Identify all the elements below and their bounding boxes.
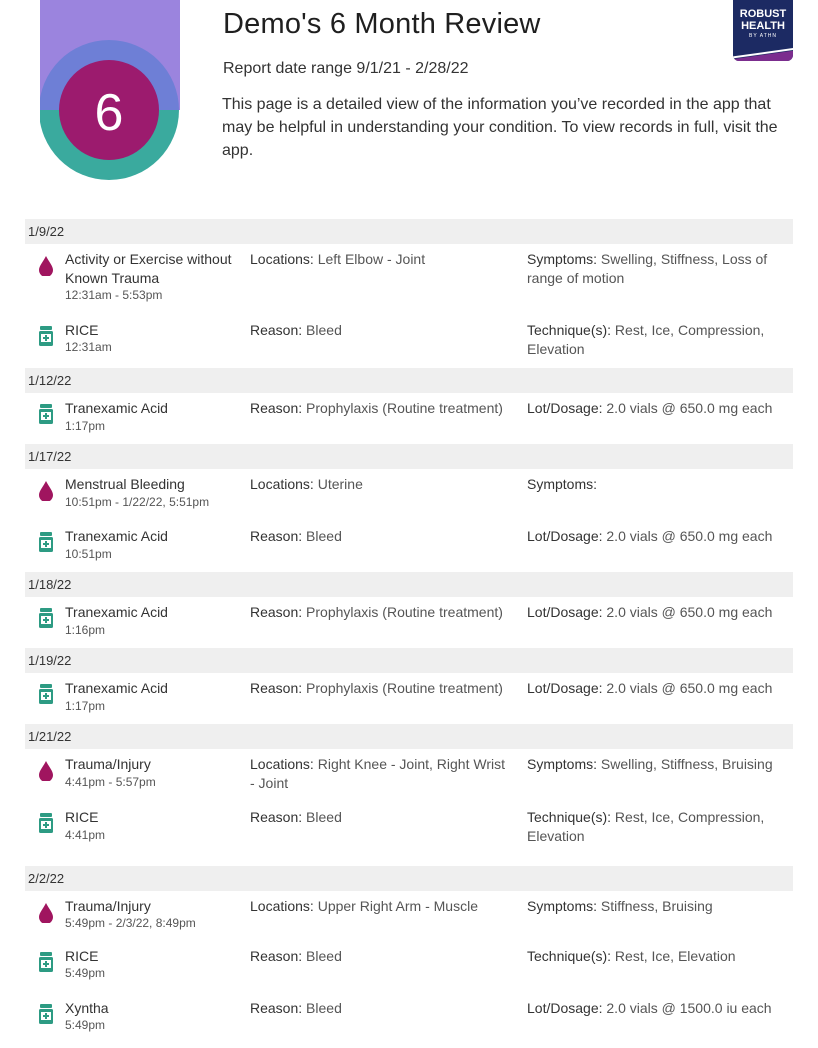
blood-drop-icon xyxy=(37,759,55,781)
record-name: Menstrual Bleeding xyxy=(65,476,185,492)
record-name: Xyntha xyxy=(65,1000,109,1016)
detail-value: 2.0 vials @ 650.0 mg each xyxy=(602,604,773,620)
record-name: Trauma/Injury xyxy=(65,756,151,772)
detail-label: Locations: xyxy=(250,476,314,492)
record-row xyxy=(25,993,793,1048)
record-time: 1:16pm xyxy=(65,623,106,637)
detail-value: Bleed xyxy=(302,322,342,338)
detail-value: Bleed xyxy=(302,528,342,544)
detail-value: Rest, Ice, Compression, Elevation xyxy=(527,809,765,844)
detail-value: Upper Right Arm - Muscle xyxy=(313,898,478,914)
detail-label: Lot/Dosage: xyxy=(527,400,603,416)
record-name: Trauma/Injury xyxy=(65,898,151,914)
report-intro: This page is a detailed view of the information you’ve recorded in the app that may be helpful in understanding your condition. To view records in full, visit the app. xyxy=(222,96,778,159)
detail-value: Uterine xyxy=(313,476,363,492)
detail-value: Bleed xyxy=(302,1000,342,1016)
logo-line-1: ROBUST xyxy=(739,8,787,20)
badge-number: 6 xyxy=(94,84,124,142)
blood-drop-icon xyxy=(37,479,55,501)
detail-label: Technique(s): xyxy=(527,948,612,964)
robust-health-logo xyxy=(733,0,793,61)
detail-label: Lot/Dosage: xyxy=(527,604,603,620)
detail-value: Rest, Ice, Elevation xyxy=(611,948,736,964)
record-detail-secondary xyxy=(527,603,793,622)
record-detail-primary xyxy=(250,603,505,622)
record-time: 1:17pm xyxy=(65,699,106,713)
detail-label: Symptoms: xyxy=(527,756,598,772)
medicine-bottle-icon xyxy=(37,607,55,629)
medicine-bottle-icon xyxy=(37,531,55,553)
logo-line-3: BY ATHN xyxy=(749,33,777,39)
blood-drop-icon xyxy=(37,901,55,923)
record-time: 10:51pm xyxy=(65,547,112,561)
detail-label: Symptoms: xyxy=(527,251,598,267)
date-header: 1/21/22 xyxy=(25,724,793,749)
detail-label: Locations: xyxy=(250,251,314,267)
report-title: Demo's 6 Month Review xyxy=(223,8,541,40)
detail-value: 2.0 vials @ 650.0 mg each xyxy=(602,680,773,696)
detail-value: 2.0 vials @ 1500.0 iu each xyxy=(602,1000,772,1016)
record-time: 5:49pm xyxy=(65,1018,106,1032)
date-header: 1/18/22 xyxy=(25,572,793,597)
detail-value: Right Knee - Joint, Right Wrist - Joint xyxy=(250,756,505,791)
record-row xyxy=(25,891,793,941)
detail-label: Lot/Dosage: xyxy=(527,528,603,544)
record-name: RICE xyxy=(65,809,99,825)
medicine-bottle-icon xyxy=(37,403,55,425)
record-name: Tranexamic Acid xyxy=(65,680,168,696)
record-time: 1:17pm xyxy=(65,419,106,433)
medicine-bottle-icon xyxy=(37,1003,55,1025)
medicine-bottle-icon xyxy=(37,683,55,705)
blood-drop-icon xyxy=(37,254,55,276)
detail-value: Prophylaxis (Routine treatment) xyxy=(302,400,503,416)
record-name: RICE xyxy=(65,322,99,338)
record-detail-secondary xyxy=(527,947,793,966)
detail-value: Rest, Ice, Compression, Elevation xyxy=(527,322,765,357)
record-detail-primary xyxy=(250,321,505,340)
record-row xyxy=(25,244,793,315)
detail-value: Left Elbow - Joint xyxy=(313,251,426,267)
record-detail-primary xyxy=(250,755,505,793)
detail-label: Reason: xyxy=(250,680,303,696)
detail-value: 2.0 vials @ 650.0 mg each xyxy=(602,528,773,544)
record-detail-secondary xyxy=(527,999,793,1018)
record-name: Activity or Exercise without Known Trauma xyxy=(65,251,232,286)
record-detail-secondary xyxy=(527,399,793,418)
detail-label: Symptoms: xyxy=(527,476,598,492)
record-row xyxy=(25,521,793,572)
date-header: 1/9/22 xyxy=(25,219,793,244)
record-detail-secondary xyxy=(527,897,793,916)
detail-label: Locations: xyxy=(250,898,314,914)
date-header: 1/19/22 xyxy=(25,648,793,673)
record-detail-primary xyxy=(250,399,505,418)
record-detail-primary xyxy=(250,250,505,269)
month-badge xyxy=(40,0,180,182)
detail-label: Technique(s): xyxy=(527,322,612,338)
detail-label: Reason: xyxy=(250,528,303,544)
record-detail-primary xyxy=(250,999,505,1018)
record-row xyxy=(25,393,793,444)
record-detail-primary xyxy=(250,679,505,698)
record-time: 5:49pm xyxy=(65,966,106,980)
detail-label: Reason: xyxy=(250,1000,303,1016)
detail-value: Swelling, Stiffness, Loss of range of motion xyxy=(527,251,768,286)
detail-value: Bleed xyxy=(302,948,342,964)
record-detail-secondary xyxy=(527,321,793,359)
detail-label: Symptoms: xyxy=(527,898,598,914)
detail-value: Stiffness, Bruising xyxy=(597,898,713,914)
detail-label: Reason: xyxy=(250,948,303,964)
record-detail-secondary xyxy=(527,527,793,546)
record-time: 12:31am - 5:53pm xyxy=(65,288,163,302)
detail-label: Reason: xyxy=(250,604,303,620)
record-detail-primary xyxy=(250,947,505,966)
date-header: 1/12/22 xyxy=(25,368,793,393)
report-date-range: Report date range 9/1/21 - 2/28/22 xyxy=(223,60,469,77)
record-detail-primary xyxy=(250,808,505,827)
detail-label: Reason: xyxy=(250,809,303,825)
record-detail-primary xyxy=(250,897,505,916)
record-row xyxy=(25,315,793,368)
record-time: 4:41pm xyxy=(65,828,106,842)
record-name: Tranexamic Acid xyxy=(65,528,168,544)
logo-line-2: HEALTH xyxy=(741,20,785,32)
record-row xyxy=(25,673,793,724)
record-detail-secondary xyxy=(527,808,793,846)
medicine-bottle-icon xyxy=(37,951,55,973)
detail-label: Locations: xyxy=(250,756,314,772)
record-row xyxy=(25,941,793,993)
record-name: Tranexamic Acid xyxy=(65,604,168,620)
detail-label: Lot/Dosage: xyxy=(527,680,603,696)
detail-label: Reason: xyxy=(250,322,303,338)
detail-value: Prophylaxis (Routine treatment) xyxy=(302,680,503,696)
detail-value: Prophylaxis (Routine treatment) xyxy=(302,604,503,620)
record-detail-secondary xyxy=(527,250,793,288)
detail-label: Technique(s): xyxy=(527,809,612,825)
record-row xyxy=(25,802,793,866)
record-name: RICE xyxy=(65,948,99,964)
record-detail-secondary xyxy=(527,755,793,774)
detail-value: 2.0 vials @ 650.0 mg each xyxy=(602,400,773,416)
record-detail-secondary xyxy=(527,475,793,494)
medicine-bottle-icon xyxy=(37,325,55,347)
record-detail-primary xyxy=(250,527,505,546)
record-detail-primary xyxy=(250,475,505,494)
medicine-bottle-icon xyxy=(37,812,55,834)
detail-value: Bleed xyxy=(302,809,342,825)
record-time: 5:49pm - 2/3/22, 8:49pm xyxy=(65,916,196,930)
record-row xyxy=(25,597,793,648)
record-time: 12:31am xyxy=(65,340,112,354)
record-time: 4:41pm - 5:57pm xyxy=(65,775,156,789)
records-list xyxy=(25,219,793,1048)
date-header: 1/17/22 xyxy=(25,444,793,469)
record-row xyxy=(25,469,793,521)
record-name: Tranexamic Acid xyxy=(65,400,168,416)
detail-value: Swelling, Stiffness, Bruising xyxy=(597,756,773,772)
date-header: 2/2/22 xyxy=(25,866,793,891)
record-row xyxy=(25,749,793,802)
record-time: 10:51pm - 1/22/22, 5:51pm xyxy=(65,495,210,509)
record-detail-secondary xyxy=(527,679,793,698)
detail-label: Reason: xyxy=(250,400,303,416)
detail-label: Lot/Dosage: xyxy=(527,1000,603,1016)
